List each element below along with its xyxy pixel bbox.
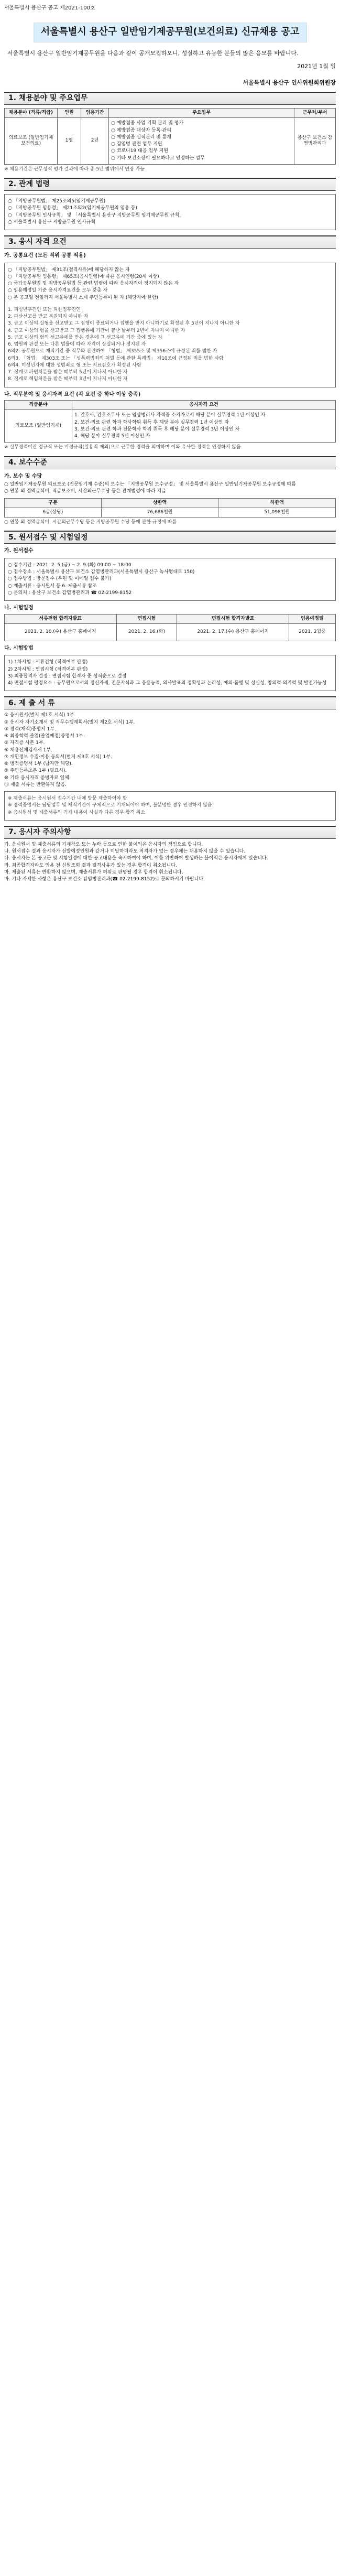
s1-col-duties: 주요업무 (109, 109, 294, 118)
s3-b-req-item: 2. 보건·의료 관련 학과 학사학위 취득 후 해당 분야 실무경력 1년 이상인 자 (74, 419, 229, 425)
section-2-header (4, 178, 336, 191)
pay-type-value: 6급(상당) (5, 508, 102, 517)
s3-b-reqs-cell (72, 410, 336, 443)
s6-item: ⑥ 채용신체검사서 1부. (4, 747, 52, 753)
s6-note-box (4, 791, 336, 821)
s4-subsection-a-title: 가. 보수 및 수당 (4, 473, 42, 479)
disqualification-item: 5. 금고 이상의 형의 선고유예를 받은 경우에 그 선고유예 기간 중에 있는 자 (8, 335, 163, 340)
s3-b-req-item: 3. 보건·의료 관련 학과 전문학사 학위 취득 후 해당 분야 실무경력 3년 이상인 자 (74, 426, 240, 432)
s3-subsection-a-title: 가. 공통요건 (모든 직위 공통 적용) (4, 253, 86, 259)
disqualification-item: 6의4. 미성년자에 대한 성범죄로 형 또는 치료감호가 확정된 사람 (8, 362, 141, 368)
s6-item: ⑧ 병적증명서 1부 (남자만 해당). (4, 761, 73, 767)
schedule-cell-2: 2021. 2. 16.(화) (116, 623, 177, 641)
spacer (8, 302, 332, 306)
s5-c-box (4, 655, 336, 691)
s3-disqualification-list (8, 307, 332, 383)
section-6-header (4, 696, 336, 709)
s3-a-item: ○ 임용예정일 기준 응시자격요건을 모두 갖춘 자 (8, 288, 108, 294)
s4-a-item: ○ 연봉 외 정액급식비, 직급보조비, 시간외근무수당 등은 관계법령에 따라 지급 (4, 489, 166, 494)
s5-a-item: ○ 접수기간 : 2021. 2. 5.(금) ~ 2. 9.(화) 09:00 ~ 18:00 (8, 562, 131, 568)
s1-note: ※ 채용기간은 근무성적 평가 결과에 따라 총 5년 범위에서 연장 가능 (4, 166, 145, 172)
schedule-col-3: 면접시험 합격자발표 (177, 614, 289, 623)
s3-a-item: ○ 「지방공무원 임용령」 제65조(응시연령)에 따른 응시연령(20세 이상) (8, 274, 159, 279)
announcement-date: 2021년 1월 일 (297, 62, 336, 70)
s6-note-list (8, 796, 332, 816)
s1-duty-item: ○ 예방접종 대상자 등록·관리 (111, 127, 171, 133)
s1-field-value: 의료보조 (일반임기제 보건의료) (5, 118, 58, 165)
s6-item: ⑪ 제출 서류는 반환하지 않음. (4, 782, 67, 788)
s6-item: ⑦ 개인정보 수집·이용 동의서(별지 제3호 서식) 1부. (4, 754, 112, 760)
s6-item: ⑨ 주민등록초본 1부 (필요시). (4, 768, 67, 774)
s3-b-col-reqs: 응시자격 요건 (72, 401, 336, 410)
s1-duty-item: ○ 기타 보건소장이 필요하다고 인정하는 업무 (111, 155, 205, 161)
law-item: ○ 「지방공무원 인사규칙」 및 「서울특별시 용산구 지방공무원 임기제공무원 규칙」 (8, 212, 184, 218)
s3-b-row (5, 410, 336, 443)
s3-a-item: ○ 「지방공무원법」 제31조(결격사유)에 해당하지 않는 자 (8, 267, 130, 273)
s7-item: 다. 응시자는 본 공고문 및 시험일정에 대한 공고내용을 숙지하여야 하며, 이를 위반하여 발생하는 불이익은 응시자에게 있습니다. (4, 856, 268, 861)
section-5-title: 5. 원서접수 및 시험일정 (8, 533, 88, 542)
law-item: ○ 서울특별시 용산구 지방공무원 인사규칙 (8, 219, 96, 225)
section-1-title: 1. 채용분야 및 주요업무 (8, 94, 88, 103)
section-1-header (4, 92, 336, 105)
s5-c-item: 4) 면접시험 평정요소 : 공무원으로서의 정신자세, 전문지식과 그 응용능력, 의사발표의 정확성과 논리성, 예의·품행 및 성실성, 창의력·의지력 및 발전가능성 (8, 681, 327, 686)
disqualification-item: 2. 파산선고를 받고 복권되지 아니한 자 (8, 314, 89, 320)
schedule-col-4: 임용예정일 (289, 614, 335, 623)
s6-item: ⑩ 기타 응시자격 증빙자료 일체. (4, 775, 71, 781)
section-2-box (4, 194, 336, 230)
s5-subsection-b-title: 나. 시험일정 (4, 605, 34, 611)
s3-b-note: ※ 실무경력이란 정규직 또는 비정규직(일용직 제외)으로 근무한 경력을 의미하며 이와 유사한 경력은 인정하지 않음 (4, 445, 241, 450)
s3-a-item: ○ 국가공무원법 및 지방공무원법 등 관련 법령에 따라 응시자격이 정지되지 않은 자 (8, 281, 179, 287)
pay-upper-value: 76,686천원 (101, 508, 218, 517)
disqualification-item: 1. 피성년후견인 또는 피한정후견인 (8, 307, 81, 312)
s3-b-table (4, 400, 336, 443)
s7-item: 라. 최종합격자라도 임용 전 신원조회 결과 결격사유가 있는 경우 합격이 취소됩니다. (4, 863, 177, 868)
s1-col-count: 인원 (58, 109, 81, 118)
section-7-title: 7. 응시자 주의사항 (8, 828, 71, 837)
pay-table (4, 498, 336, 518)
s1-duty-item: ○ 예방접종 실적관리 및 통계 (111, 134, 171, 140)
s3-b-reqs-list (74, 413, 333, 439)
section-2-title: 2. 관계 법령 (8, 180, 50, 189)
schedule-row (5, 623, 336, 641)
s5-c-item: 2) 2차시험 : 면접시험 (적격여부 판정) (8, 666, 88, 672)
s7-item: 가. 응시원서 및 제출서류의 기재착오 또는 누락 등으로 인한 불이익은 응시자의 책임으로 합니다. (4, 842, 203, 847)
disqualification-item: 3. 금고 이상의 실형을 선고받고 그 집행이 종료되거나 집행을 받지 아니하기로 확정된 후 5년이 지나지 아니한 자 (8, 321, 240, 327)
s6-note-item: ※ 응시원서 및 제출서류의 기재 내용이 사실과 다른 경우 합격 취소 (8, 810, 146, 815)
s3-a-item: ○ 본 공고일 전일까지 서울특별시 소재 주민등록이 된 자 (해당자에 한함) (8, 295, 158, 300)
s6-note-item: ※ 제출서류는 응시원서 접수기간 내에 방문 제출하여야 함 (8, 796, 127, 802)
schedule-col-2: 면접시험 (116, 614, 177, 623)
issuer: 서울특별시 용산구 인사위원회위원장 (243, 79, 336, 87)
s7-item: 마. 제출된 서류는 반환하지 않으며, 제출서류가 허위로 판명될 경우 합격이 취소됩니다. (4, 869, 183, 875)
s5-a-item: ○ 문의처 : 용산구 보건소 감염병관리과 ☎ 02-2199-8152 (8, 590, 132, 596)
s1-col-field: 채용분야 (직류/직급) (5, 109, 58, 118)
disqualification-item: 8. 징계로 해임처분을 받은 때부터 3년이 지나지 아니한 자 (8, 376, 128, 382)
pay-row (5, 508, 336, 517)
section-6-title: 6. 제 출 서 류 (8, 698, 55, 707)
s1-duty-item: ○ 예방접종 사업 기획 관리 및 평가 (111, 121, 184, 126)
section-5-header (4, 531, 336, 544)
s6-list (4, 713, 336, 788)
s4-a-item: ○ 일반임기제공무원 의료보조 (전문임기제 수준)의 보수는 「지방공무원 보수규정」 및 서울특별시 용산구 일반임기제공무원 보수규정에 따름 (4, 482, 296, 488)
law-item: ○ 「지방공무원 임용령」 제21조의2(임기제공무원의 임용 등) (8, 206, 137, 211)
section-4-header (4, 456, 336, 469)
disqualification-item: 6의3. 「형법」 제303조 또는 「성폭력범죄의 처벌 등에 관한 특례법」 제10조에 규정된 죄를 범한 사람 (8, 355, 224, 361)
s1-duties-list (111, 121, 292, 161)
law-item: ○ 「지방공무원법」 제25조의5(임기제공무원) (8, 199, 106, 204)
s3-b-field-value: 의료보조 (일반임기제) (5, 410, 72, 443)
section-2-list (8, 199, 332, 225)
section-3-title: 3. 응시 자격 요건 (8, 238, 67, 246)
s6-item: ③ 경력(재직)증명서 1부. (4, 726, 56, 732)
s5-a-item: ○ 접수장소 : 서울특별시 용산구 보건소 감염병관리과(서울특별시 용산구 녹사평대로 150) (8, 569, 195, 575)
schedule-table (4, 614, 336, 641)
pay-col-upper: 상한액 (101, 498, 218, 508)
schedule-cell-4: 2021. 2월중 (289, 623, 335, 641)
s1-col-location: 근무처/부서 (294, 109, 336, 118)
s1-duty-item: ○ 코로나19 대응 업무 지원 (111, 148, 168, 154)
s6-item: ① 응시원서(별지 제1호 서식) 1부. (4, 713, 76, 718)
s5-a-box (4, 558, 336, 601)
s5-a-item: ○ 접수방법 : 방문접수 (우편 및 이메일 접수 불가) (8, 576, 112, 582)
page-title (34, 23, 307, 42)
s5-c-list (8, 660, 332, 686)
s4-a-list (4, 482, 336, 495)
s1-period-value: 2년 (81, 118, 109, 165)
s6-item: ② 응시자 자기소개서 및 직무수행계획서(별지 제2호 서식) 1부. (4, 719, 135, 725)
pay-header-row (5, 498, 336, 508)
s5-subsection-a-title: 가. 원서접수 (4, 548, 34, 554)
section-4-title: 4. 보수수준 (8, 458, 48, 467)
disqualification-item: 6. 법원의 판결 또는 다른 법률에 따라 자격이 상실되거나 정지된 자 (8, 342, 146, 348)
section-1-table-header-row (5, 109, 336, 118)
announcement-number: 서울특별시 용산구 공고 제2021-100호 (4, 5, 95, 11)
disqualification-item: 6의2. 공무원으로 재직기간 중 직무와 관련하여 「형법」 제355조 및 제356조에 규정된 죄를 범한 자 (8, 349, 217, 354)
s5-c-item: 3) 최종합격자 결정 : 면접시험 합격자 중 성적순으로 결정 (8, 673, 127, 679)
s7-item: 바. 기타 자세한 사항은 용산구 보건소 감염병관리과(☎ 02-2199-8152)로 문의하시기 바랍니다. (4, 877, 205, 882)
s6-item: ⑤ 자격증 사본 1부. (4, 740, 45, 746)
schedule-cell-1: 2021. 2. 10.(수) 용산구 홈페이지 (5, 623, 117, 641)
s7-item: 나. 원서접수 결과 응시자가 선발예정인원과 같거나 미달하더라도 적격자가 없는 경우에는 채용하지 않을 수 있습니다. (4, 849, 246, 855)
pay-table-wrapper (4, 498, 336, 518)
s1-location-value: 용산구 보건소 감염병관리과 (294, 118, 336, 165)
s3-subsection-b-title: 나. 직무분야 및 응시자격 요건 (각 요건 중 하나 이상 충족) (4, 391, 141, 397)
s5-a-item: ○ 제출서류 : 응시원서 등 6. 제출서류 참조 (8, 583, 97, 589)
s3-a-list (8, 267, 332, 301)
s1-duty-item: ○ 감염병 관련 업무 지원 (111, 142, 162, 147)
section-7-header (4, 826, 336, 839)
schedule-header-row (5, 614, 336, 623)
section-1-table-row (5, 118, 336, 165)
intro-paragraph: 서울특별시 용산구 일반임기제공무원을 다음과 같이 공개모집하오니, 성실하고 유능한 분들의 많은 응모를 바랍니다. (7, 49, 299, 57)
s4-note: ○ 연봉 외 정액급식비, 시간외근무수당 등은 지방공무원 수당 등에 관한 규정에 따름 (4, 520, 177, 525)
section-1-table (4, 108, 336, 165)
s5-subsection-c-title: 다. 시험방법 (4, 645, 34, 651)
s6-item: ④ 최종학력 졸업(졸업예정)증명서 1부. (4, 734, 85, 739)
s3-b-header-row (5, 401, 336, 410)
disqualification-item: 7. 징계로 파면처분을 받은 때부터 5년이 지나지 아니한 자 (8, 370, 128, 375)
s3-b-col-field: 직급분야 (5, 401, 72, 410)
s7-list (4, 842, 336, 883)
s3-b-req-item: 4. 해당 분야 실무경력 5년 이상인 자 (74, 434, 150, 439)
s1-duties-cell (109, 118, 294, 165)
s3-b-req-item: 1. 간호사, 간호조무사 또는 임상병리사 자격증 소지자로서 해당 분야 실무경력 1년 이상인 자 (74, 413, 266, 418)
pay-col-lower: 하한액 (218, 498, 336, 508)
s6-note-item: ※ 경력증명서는 담당업무 및 재직기간이 구체적으로 기재되어야 하며, 불분명한 경우 인정하지 않음 (8, 803, 212, 809)
schedule-cell-3: 2021. 2. 17.(수) 용산구 홈페이지 (177, 623, 289, 641)
s5-a-list (8, 563, 332, 596)
s3-a-box (4, 263, 336, 387)
pay-lower-value: 51,098천원 (218, 508, 336, 517)
disqualification-item: 4. 금고 이상의 형을 선고받고 그 집행유예 기간이 끝난 날부터 2년이 지나지 아니한 자 (8, 328, 185, 333)
s1-count-value: 1명 (58, 118, 81, 165)
s1-col-period: 임용기간 (81, 109, 109, 118)
pay-col-type: 구분 (5, 498, 102, 508)
page-title-text: 서울특별시 용산구 일반임기제공무원(보건의료) 신규채용 공고 (40, 26, 300, 38)
schedule-col-1: 서류전형 합격자발표 (5, 614, 117, 623)
s5-c-item: 1) 1차시험 : 서류전형 (적격여부 판정) (8, 660, 88, 665)
section-3-header (4, 235, 336, 249)
